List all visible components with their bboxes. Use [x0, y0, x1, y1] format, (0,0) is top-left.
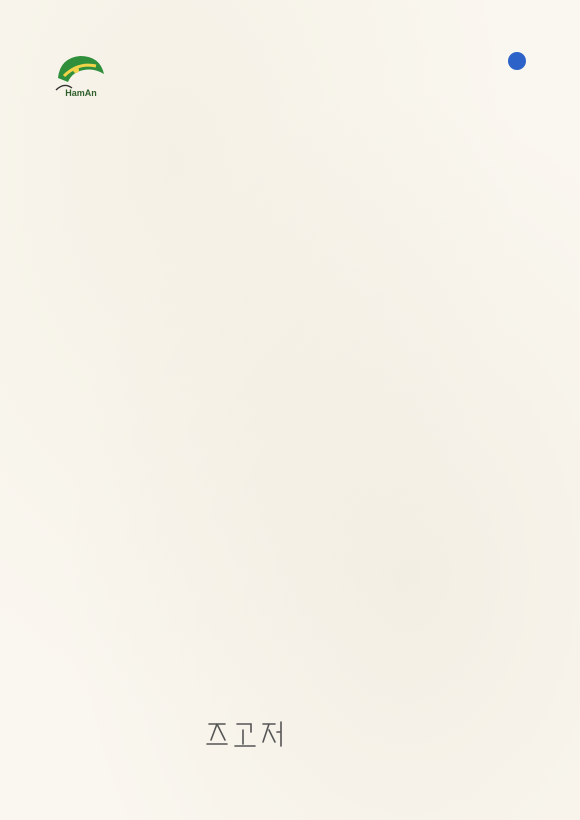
top-color-stripes — [0, 0, 580, 10]
handwritten-signature — [203, 716, 295, 752]
bottom-color-stripes — [0, 748, 580, 820]
haman-logo — [50, 48, 112, 100]
logo-seal-icon — [508, 52, 526, 70]
haman-logo-icon — [50, 48, 112, 100]
signature-block — [185, 716, 313, 752]
clean-world-logo — [506, 52, 528, 70]
svg-text:HamAn: HamAn — [65, 88, 97, 98]
